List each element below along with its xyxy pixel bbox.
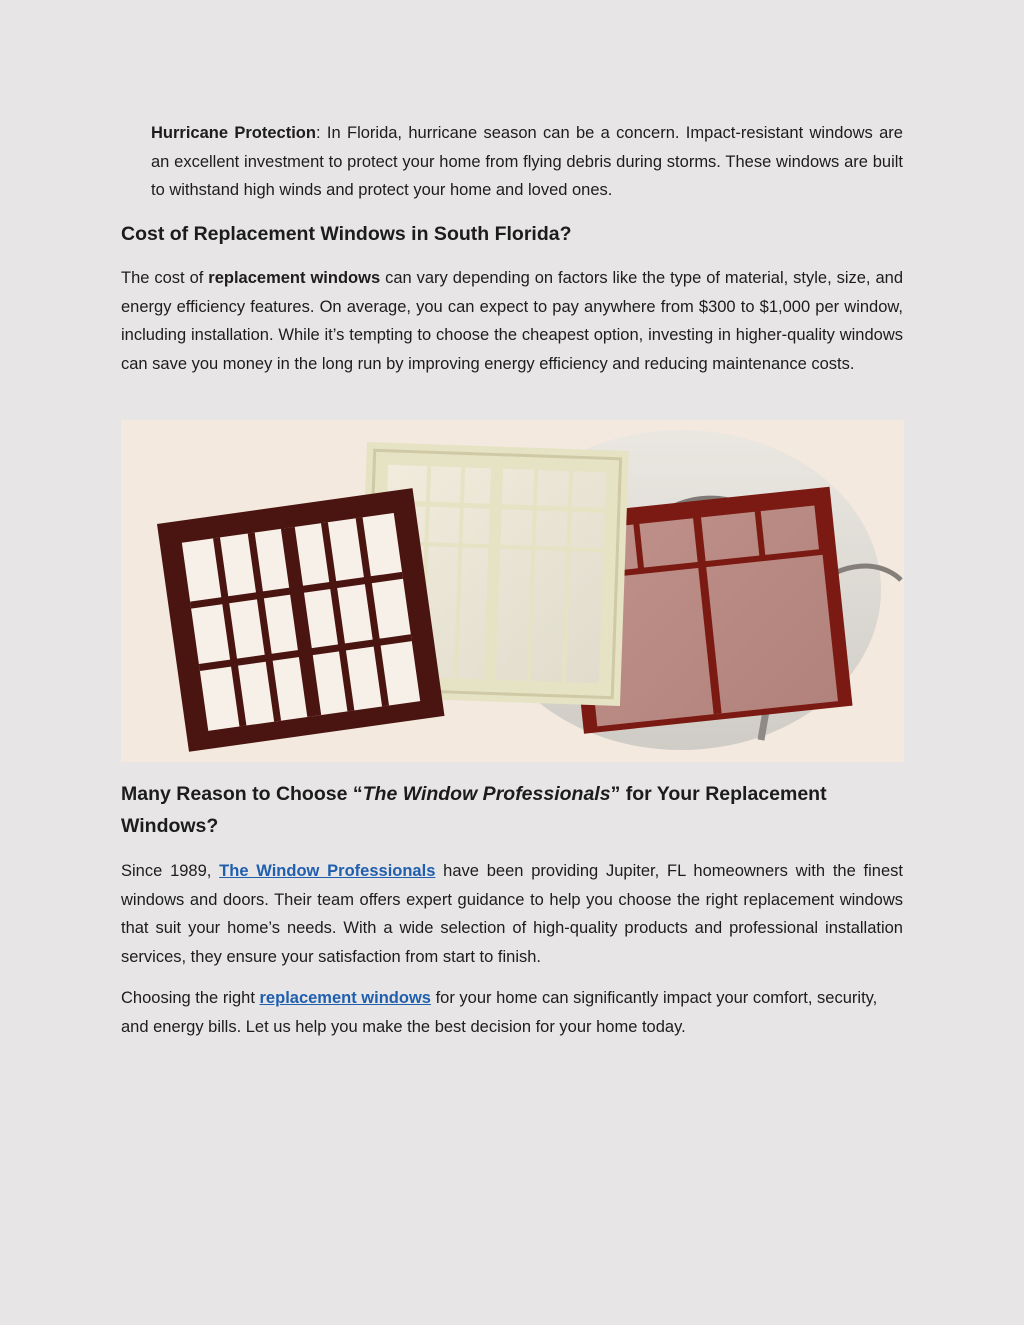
cost-text-post: can vary depending on factors like the type of material, style, size, and energy efficiency features. On average, you can expect to pay anywhere from $300 to $1,000 per window, including installation. While it’s tempting to choose the cheapest option, investing in higher-quality windows can save you money in the long run by improving energy efficiency and reducing maintenance costs. <box>121 269 903 373</box>
choosing-text-pre: Choosing the right <box>121 989 260 1007</box>
hurricane-protection-paragraph <box>151 119 903 205</box>
choosing-text-post: for your home can significantly impact your comfort, security, and energy bills. Let us help you make the best decision for your home today. <box>121 989 878 1036</box>
since-1989-paragraph <box>121 857 903 971</box>
window-professionals-link[interactable]: The Window Professionals <box>219 862 436 880</box>
why-heading-brand: The Window Professionals <box>362 783 611 805</box>
since-text-pre: Since 1989, <box>121 862 220 880</box>
replacement-windows-image <box>121 420 904 762</box>
cost-heading: Cost of Replacement Windows in South Florida? <box>121 223 572 245</box>
hurricane-protection-title: Hurricane Protection <box>151 124 316 142</box>
bullet-separator: : <box>315 124 321 142</box>
hurricane-protection-text: In Florida, hurricane season can be a concern. Impact-resistant windows are an excellent investment to protect your home from flying debris during storms. These windows are built to withstand high winds and protect your home and loved ones. <box>151 124 903 199</box>
cost-text-pre: The cost of <box>121 269 209 287</box>
cost-bold-term: replacement windows <box>208 269 381 287</box>
why-heading-post: ” for Your Replacement Windows? <box>121 783 827 837</box>
dark-wood-window <box>157 488 444 752</box>
why-heading-pre: Many Reason to Choose “ <box>121 783 363 805</box>
replacement-windows-link[interactable]: replacement windows <box>259 989 431 1007</box>
since-text-post: have been providing Jupiter, FL homeowners with the finest windows and doors. Their team offers expert guidance to help you choose the right replacement windows that suit your home’s needs. With a wide selection of high-quality products and professional installation services, they ensure your satisfaction from start to finish. <box>121 862 903 966</box>
cost-paragraph <box>121 264 903 378</box>
windows-illustration <box>121 420 904 762</box>
why-choose-heading <box>121 778 903 842</box>
choosing-paragraph <box>121 984 903 1041</box>
